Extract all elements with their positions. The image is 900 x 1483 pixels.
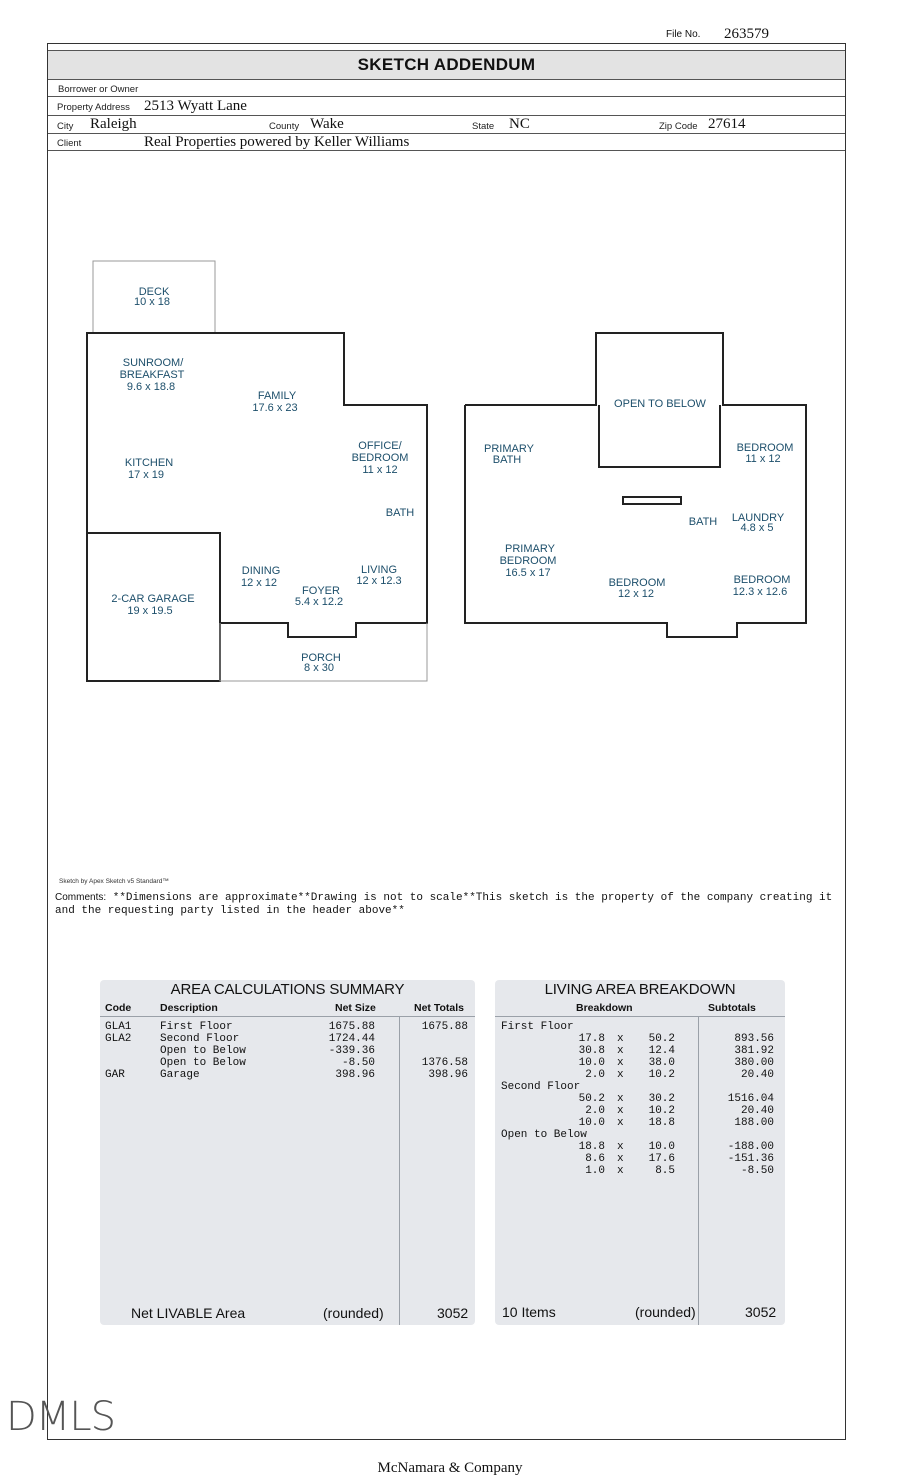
room-dimensions: 9.6 x 18.8: [126, 381, 176, 393]
room-dimensions: 12 x 12.3: [356, 575, 402, 587]
room-label: DECK: [138, 286, 170, 298]
row-description: Open to Below: [160, 1045, 246, 1057]
breakdown-subtotal: -151.36: [727, 1153, 774, 1165]
comments-block: [55, 891, 845, 918]
svg-text:KITCHEN17 x 19: [125, 457, 173, 481]
room-label: 2-CAR GARAGE: [111, 593, 195, 605]
breakdown-subtotal: 380.00: [734, 1057, 774, 1069]
item-count: 10 Items: [502, 1304, 556, 1320]
breakdown-subtotal: -188.00: [727, 1141, 774, 1153]
svg-text:FAMILY17.6 x 23: [252, 390, 297, 414]
breakdown-width: 10.2: [648, 1105, 675, 1117]
room-dimensions: 8 x 30: [304, 662, 334, 674]
room-label: BEDROOM: [733, 574, 791, 586]
group-name: Second Floor: [501, 1081, 581, 1093]
room-dimensions: 17 x 19: [127, 469, 165, 481]
room-dimensions: 12 x 12: [617, 588, 655, 600]
row-net-size: -8.50: [341, 1057, 375, 1069]
times-sign: x: [617, 1045, 624, 1057]
breakdown-subtotal: 1516.04: [727, 1093, 774, 1105]
room-label: PRIMARY: [505, 543, 555, 555]
borrower-label: Borrower or Owner: [58, 84, 139, 95]
file-number-value: 263579: [724, 26, 769, 42]
room-dimensions: 19 x 19.5: [127, 605, 173, 617]
times-sign: x: [617, 1153, 624, 1165]
room-label: BATH: [492, 454, 522, 466]
room-label: PORCH: [301, 652, 341, 664]
room-label: BREAKFAST: [119, 369, 185, 381]
svg-text:PRIMARYBEDROOM16.5 x 17: [500, 543, 557, 579]
client-label: Client: [57, 138, 82, 149]
svg-text:BEDROOM12.3 x 12.6: [733, 574, 791, 598]
page-title: SKETCH ADDENDUM: [48, 50, 845, 80]
room-dimensions: 16.5 x 17: [505, 567, 551, 579]
row-description: Open to Below: [160, 1057, 246, 1069]
breakdown-width: 10.2: [648, 1069, 675, 1081]
city-value: Raleigh: [90, 116, 137, 132]
comments-line-2: and the requesting party listed in the header above**: [55, 905, 405, 917]
room-label: PRIMARY: [484, 443, 534, 455]
room-label: SUNROOM/: [122, 357, 184, 369]
room-label: BEDROOM: [351, 452, 409, 464]
svg-text:BEDROOM11 x 12: [737, 442, 794, 465]
row-description: Garage: [160, 1069, 200, 1081]
svg-text:LAUNDRY4.8 x 5: [732, 512, 785, 534]
breakdown-width: 30.2: [648, 1093, 675, 1105]
room-dimensions: 10 x 18: [133, 296, 171, 308]
rounded-label: (rounded): [635, 1304, 696, 1320]
address-value: 2513 Wyatt Lane: [144, 98, 247, 114]
times-sign: x: [617, 1105, 624, 1117]
breakdown-width: 17.6: [648, 1153, 675, 1165]
svg-text:LIVING12 x 12.3: [356, 564, 401, 587]
breakdown-total: 3052: [745, 1304, 777, 1320]
company-footer: McNamara & Company: [377, 1460, 523, 1476]
breakdown-length: 18.8: [578, 1141, 605, 1153]
room-label: BEDROOM: [608, 577, 666, 589]
row-net-total: 1675.88: [421, 1021, 468, 1033]
times-sign: x: [617, 1093, 624, 1105]
col-breakdown-header: Breakdown: [576, 1002, 633, 1014]
times-sign: x: [617, 1033, 624, 1045]
room-label: OPEN TO BELOW: [614, 398, 706, 410]
panel-divider: [495, 1016, 785, 1017]
breakdown-subtotal: 188.00: [734, 1117, 774, 1129]
breakdown-length: 10.0: [578, 1057, 605, 1069]
room-label: BEDROOM: [499, 555, 557, 567]
breakdown-length: 30.8: [578, 1045, 605, 1057]
breakdown-length: 50.2: [578, 1093, 605, 1105]
svg-text:DINING12 x 12: [241, 565, 280, 589]
breakdown-length: 17.8: [578, 1033, 605, 1045]
svg-text:BEDROOM12 x 12: [609, 577, 666, 600]
open-below-outline: [599, 405, 720, 467]
row-code: GLA1: [105, 1021, 132, 1033]
state-label: State: [472, 121, 495, 132]
col-description-header: Description: [160, 1002, 218, 1014]
room-label: FAMILY: [257, 390, 297, 402]
breakdown-length: 2.0: [585, 1105, 605, 1117]
comments-label: Comments:: [55, 892, 107, 903]
room-label: BATH: [688, 516, 718, 528]
file-number-label: File No.: [666, 29, 701, 40]
breakdown-subtotal: 20.40: [740, 1069, 774, 1081]
row-net-total: 1376.58: [421, 1057, 468, 1069]
zip-value: 27614: [708, 116, 746, 132]
times-sign: x: [617, 1069, 624, 1081]
room-label: DINING: [241, 565, 281, 577]
panel-divider: [100, 1016, 475, 1017]
room-dimensions: 11 x 12: [745, 453, 781, 465]
breakdown-length: 10.0: [578, 1117, 605, 1129]
row-net-size: -339.36: [328, 1045, 375, 1057]
svg-text:SUNROOM/BREAKFAST9.6 x 18.8: [120, 357, 185, 393]
room-label: FOYER: [302, 585, 340, 597]
room-label: BATH: [385, 507, 415, 519]
breakdown-width: 10.0: [648, 1141, 675, 1153]
svg-text:FOYER5.4 x 12.2: [295, 585, 343, 608]
svg-text:PRIMARYBATH: [484, 443, 535, 466]
breakdown-length: 8.6: [585, 1153, 605, 1165]
comments-line-1: **Dimensions are approximate**Drawing is not to scale**This sketch is the property of the company creating it: [112, 892, 833, 904]
breakdown-width: 8.5: [655, 1165, 675, 1177]
stair-rail: [623, 497, 681, 504]
row-code: GLA2: [105, 1033, 132, 1045]
breakdown-width: 38.0: [648, 1057, 675, 1069]
svg-text:2-CAR GARAGE19 x 19.5: [111, 593, 194, 617]
row-net-size: 1675.88: [328, 1021, 375, 1033]
col-subtotals-header: Subtotals: [708, 1002, 756, 1014]
breakdown-subtotal: 20.40: [740, 1105, 774, 1117]
rounded-label: (rounded): [323, 1305, 384, 1321]
room-dimensions: 4.8 x 5: [740, 522, 774, 534]
room-dimensions: 12 x 12: [240, 577, 278, 589]
county-label: County: [269, 121, 300, 132]
times-sign: x: [617, 1117, 624, 1129]
net-livable-total: 3052: [437, 1305, 469, 1321]
client-value: Real Properties powered by Keller Williams: [144, 134, 410, 150]
area-summary-title: AREA CALCULATIONS SUMMARY: [170, 981, 405, 998]
room-dimensions: 11 x 12: [362, 464, 398, 476]
row-net-size: 1724.44: [328, 1033, 375, 1045]
watermark: DMLS: [6, 1394, 115, 1440]
city-label: City: [57, 121, 74, 132]
breakdown-width: 12.4: [648, 1045, 675, 1057]
breakdown-length: 1.0: [585, 1165, 605, 1177]
svg-text:OFFICE/BEDROOM11 x 12: [352, 440, 409, 476]
times-sign: x: [617, 1141, 624, 1153]
row-code: GAR: [105, 1069, 125, 1081]
room-dimensions: 12.3 x 12.6: [732, 586, 788, 598]
group-name: First Floor: [501, 1021, 574, 1033]
zip-label: Zip Code: [659, 121, 698, 132]
panel-divider: [698, 1016, 699, 1325]
room-label: OFFICE/: [358, 440, 402, 452]
row-net-size: 398.96: [335, 1069, 375, 1081]
times-sign: x: [617, 1165, 624, 1177]
group-name: Open to Below: [501, 1129, 587, 1141]
breakdown-width: 18.8: [648, 1117, 675, 1129]
row-net-total: 398.96: [428, 1069, 468, 1081]
breakdown-subtotal: -8.50: [740, 1165, 774, 1177]
room-label: KITCHEN: [124, 457, 174, 469]
svg-text:DECK10 x 18: [134, 286, 170, 308]
row-description: First Floor: [160, 1021, 233, 1033]
breakdown-width: 50.2: [648, 1033, 675, 1045]
room-dimensions: 5.4 x 12.2: [294, 596, 344, 608]
county-value: Wake: [310, 116, 344, 132]
svg-text:PORCH8 x 30: [301, 652, 341, 674]
address-label: Property Address: [57, 102, 130, 113]
row-description: Second Floor: [160, 1033, 240, 1045]
col-net-totals-header: Net Totals: [414, 1002, 464, 1014]
breakdown-length: 2.0: [585, 1069, 605, 1081]
breakdown-subtotal: 893.56: [734, 1033, 774, 1045]
col-code-header: Code: [105, 1002, 132, 1014]
room-label: LIVING: [360, 564, 398, 576]
times-sign: x: [617, 1057, 624, 1069]
room-label: BEDROOM: [736, 442, 794, 454]
col-net-size-header: Net Size: [335, 1002, 376, 1014]
room-label: LAUNDRY: [731, 512, 785, 524]
state-value: NC: [509, 116, 530, 132]
net-livable-label: Net LIVABLE Area: [131, 1305, 246, 1321]
room-dimensions: 17.6 x 23: [252, 402, 298, 414]
sketch-credit: Sketch by Apex Sketch v5 Standard™: [59, 878, 169, 885]
living-breakdown-title: LIVING AREA BREAKDOWN: [544, 981, 736, 998]
breakdown-subtotal: 381.92: [734, 1045, 774, 1057]
